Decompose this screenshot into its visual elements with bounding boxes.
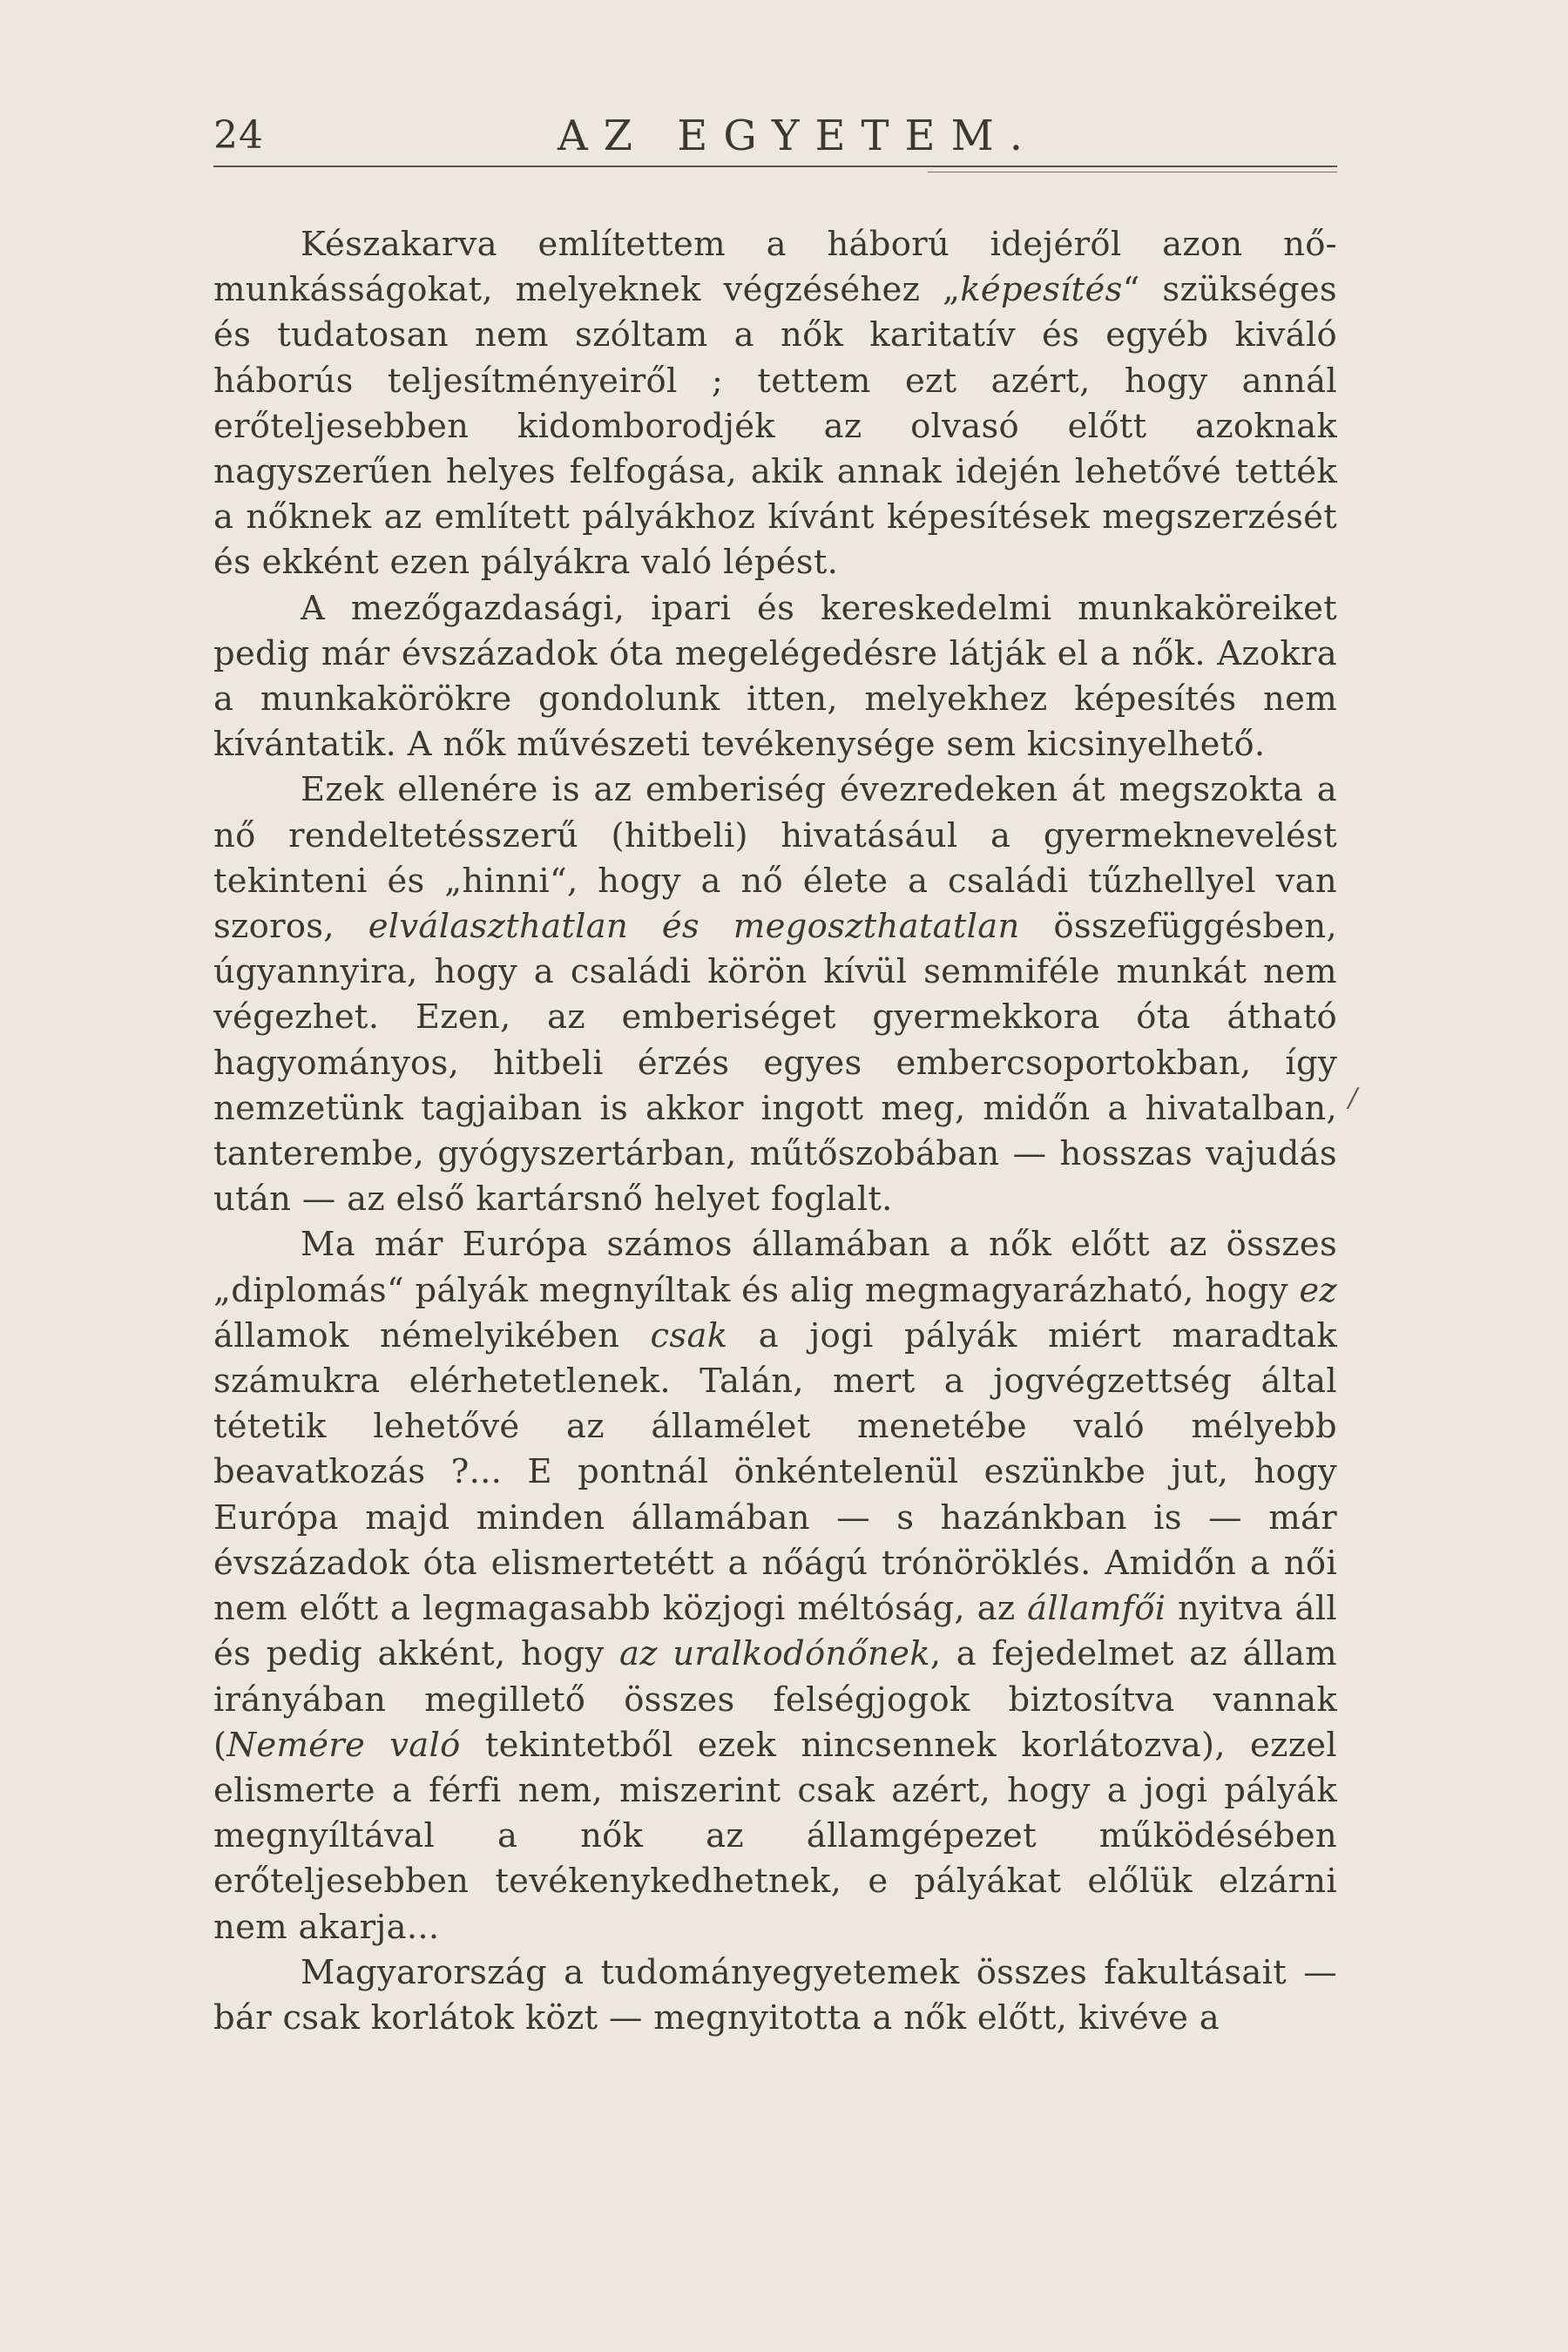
header-rule: [213, 166, 1337, 167]
italic-text-run: csak: [650, 1315, 728, 1355]
text-run: a jogi pályák miért maradtak számukra elérhetetlenek. Talán, mert a jogvégzettség által tétetik lehetővé az államélet menetébe való mélyebb beavatkozás ?... E pontnál önkéntelenül eszünkbe jut, hogy Európa majd minden államában — s hazánkban is — már évszázadok óta elismertetétt a nőágú trónöröklés. Amidőn a női nem előtt a legmagasabb közjogi méltóság, az: [213, 1315, 1337, 1629]
margin-mark: /: [1348, 1083, 1358, 1113]
italic-text-run: ez: [1299, 1270, 1337, 1310]
running-head: AZ EGYETEM.: [558, 112, 1038, 160]
paragraph: [213, 586, 1337, 768]
italic-text-run: Nemére való: [226, 1725, 461, 1765]
paragraph: [213, 1950, 1337, 2041]
text-run: A mezőgazdasági, ipari és kereskedelmi munkaköreiket pedig már évszázadok óta megelégedésre látják el a nők. Azokra a munkakörökre gondolunk itten, melyekhez képesítés nem kívántatik. A nők művészeti tevékenysége sem kicsinyelhető.: [213, 588, 1337, 765]
text-run: Ezek ellenére is az emberiség évezredeken át megszokta a nő rendeltetésszerű (hitbeli) hivatásául a gyermeknevelést tekinteni és „hinni“, hogy a nő élete a családi tűzhellyel van szoros,: [213, 770, 1337, 947]
paragraph: [213, 222, 1337, 586]
text-run: Ma már Európa számos államában a nők előtt az összes „diplomás“ pályák megnyíltak és alig megmagyarázható, hogy: [213, 1225, 1337, 1310]
text-run: Készakarva említettem a háború idejéről azon nő-munkásságokat, melyeknek végzéséhez „: [213, 225, 1337, 310]
paragraph: [213, 1222, 1337, 1950]
italic-text-run: az uralkodónőnek: [618, 1634, 930, 1674]
italic-text-run: államfői: [1027, 1589, 1166, 1629]
italic-text-run: elválaszthatlan és megoszthatatlan: [368, 907, 1020, 947]
text-run: összefüggésben, úgyannyira, hogy a családi körön kívül semmiféle munkát nem végezhet. Ezen, az emberiséget gyermekkora óta átható hagyományos, hitbeli érzés egyes embercsoportokban, így nemzetünk tagjaiban is akkor ingott meg, midőn a hivatalban, tanterembe, gyógyszertárban, műtőszobában — hosszas vajudás után — az első kartársnő helyet foglalt.: [213, 907, 1337, 1220]
text-run: nyitva áll és pedig akként, hogy: [213, 1589, 1338, 1674]
page-number: 24: [213, 113, 264, 158]
text-run: , a fejedelmet az állam irányában megillető összes felségjogok biztosítva vannak (: [213, 1634, 1337, 1765]
text-run: Magyarország a tudományegyetemek összes fakultásait — bár csak korlátok közt — megnyitotta a nők előtt, kivéve a: [213, 1952, 1337, 2038]
body-text: [213, 222, 1337, 2041]
italic-text-run: képesítés: [960, 270, 1123, 310]
text-run: államok némelyikében: [213, 1315, 651, 1355]
paragraph: [213, 767, 1337, 1222]
page-header: [213, 112, 1337, 174]
text-run: tekintetből ezek nincsennek korlátozva), ezzel elismerte a férfi nem, miszerint csak azért, hogy a jogi pályák megnyíltával a nők az államgépezet működésében erőteljesebben tevékenykedhetnek, e pályákat előlük elzárni nem akarja...: [213, 1725, 1337, 1947]
text-run: “ szükséges és tudatosan nem szóltam a nők karitatív és egyéb kiváló háborús teljesítményeiről ; tettem ezt azért, hogy annál erőteljesebben kidomborodjék az olvasó előtt azoknak nagyszerűen helyes felfogása, akik annak idején lehetővé tették a nőknek az említett pályákhoz kívánt képesítések megszerzését és ekként ezen pályákra való lépést.: [213, 270, 1337, 583]
